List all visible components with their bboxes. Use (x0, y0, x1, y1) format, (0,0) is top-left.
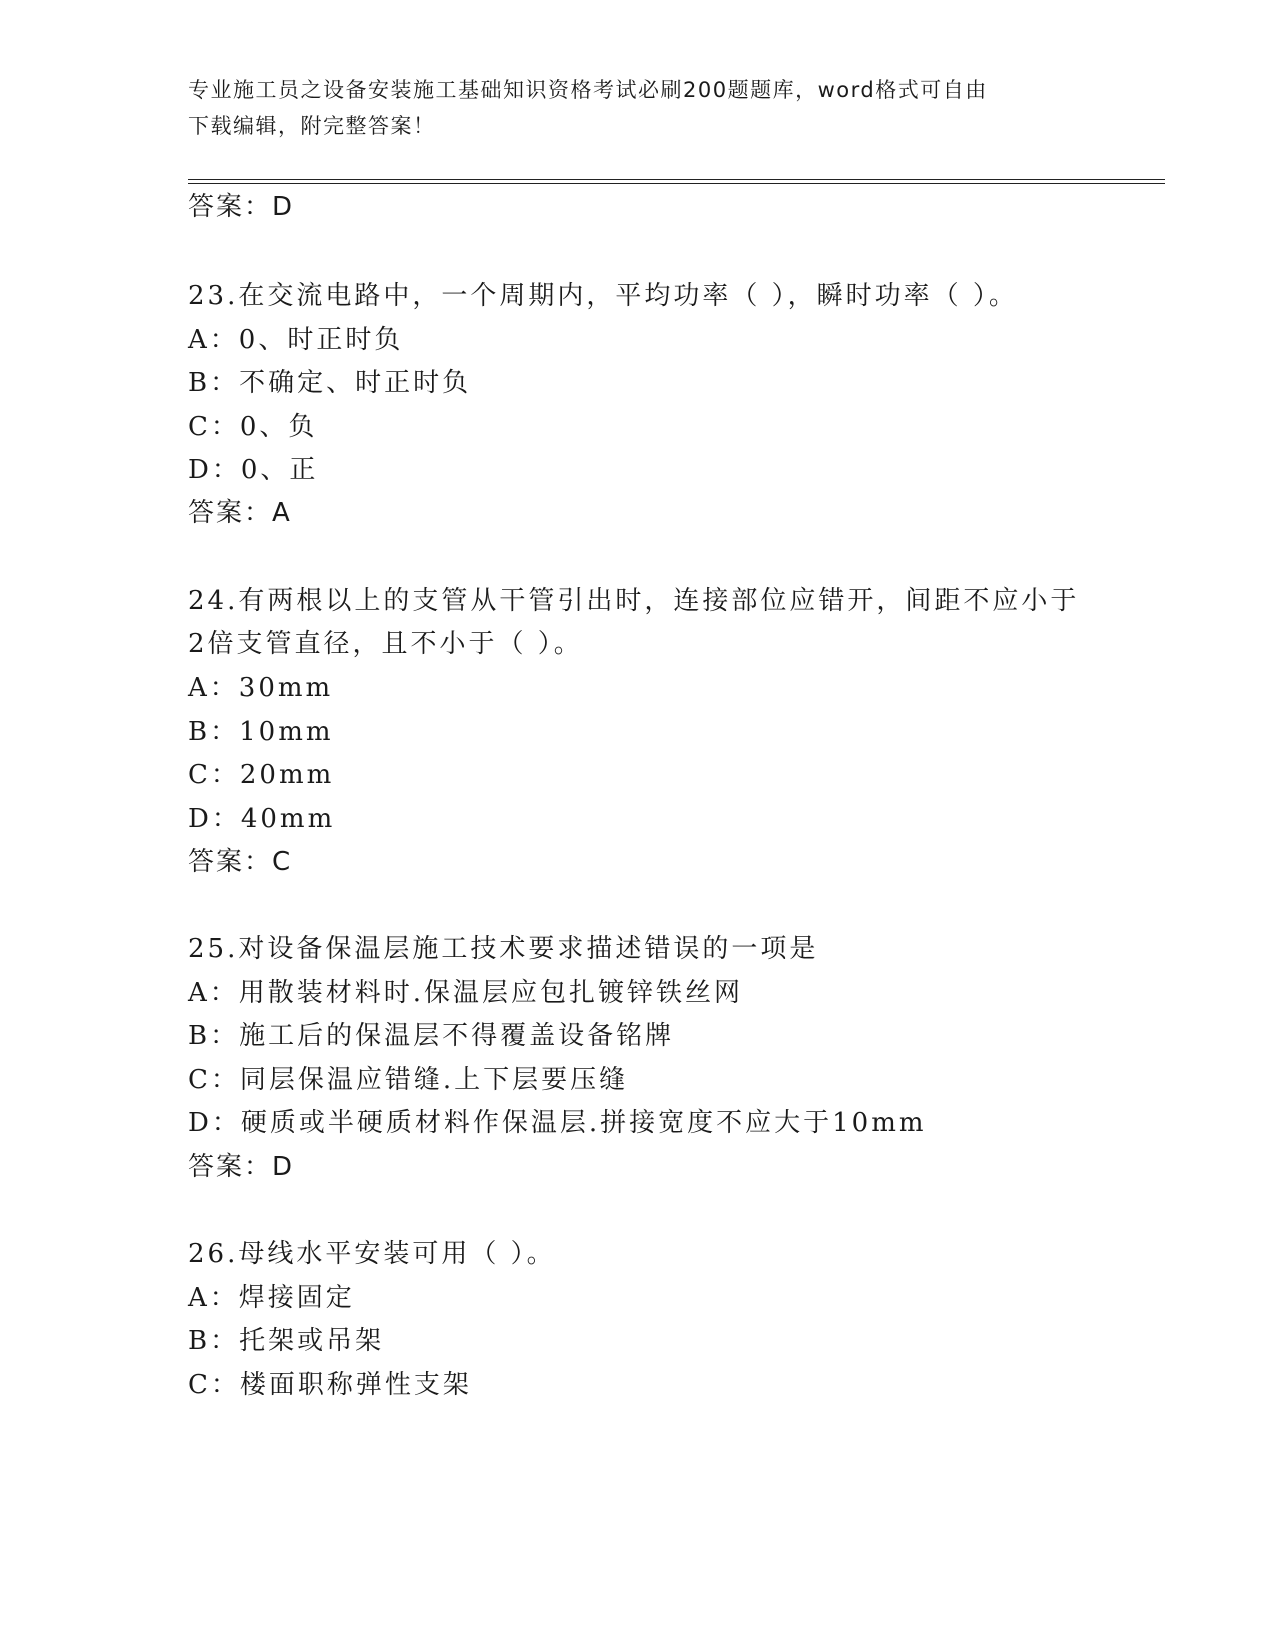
header-title-line-2: 下载编辑，附完整答案！ (188, 114, 436, 138)
question-25-option-d: D：硬质或半硬质材料作保温层.拼接宽度不应大于10mm (188, 1108, 927, 1138)
question-26-option-c: C：楼面职称弹性支架 (188, 1370, 472, 1400)
question-26-option-a: A：焊接固定 (188, 1283, 355, 1313)
question-25-answer: 答案：D (188, 1152, 295, 1182)
question-24-option-a: A：30mm (188, 673, 334, 703)
header-title-line-1: 专业施工员之设备安装施工基础知识资格考试必刷200题题库，word格式可自由 (188, 78, 988, 102)
document-header (188, 72, 1088, 144)
question-24-answer: 答案：C (188, 847, 293, 877)
header-divider-top (188, 179, 1165, 180)
question-25-stem: 25.对设备保温层施工技术要求描述错误的一项是 (188, 934, 819, 964)
question-24-option-c: C：20mm (188, 760, 335, 790)
question-25-option-a: A：用散装材料时.保温层应包扎镀锌铁丝网 (188, 978, 744, 1008)
question-23-option-d: D：0、正 (188, 455, 319, 485)
question-23-option-a: A：0、时正时负 (188, 325, 404, 355)
question-26-stem: 26.母线水平安装可用（ ）。 (188, 1239, 556, 1269)
question-23-stem: 23.在交流电路中，一个周期内，平均功率（ ），瞬时功率（ ）。 (188, 281, 1018, 311)
question-24-stem-line-1: 24.有两根以上的支管从干管引出时，连接部位应错开，间距不应小于 (188, 586, 1080, 616)
question-24-stem-line-2: 2倍支管直径，且不小于（ ）。 (188, 629, 583, 659)
question-23-answer: 答案：A (188, 498, 292, 528)
previous-answer: 答案：D (188, 192, 295, 222)
question-25-option-c: C：同层保温应错缝.上下层要压缝 (188, 1065, 629, 1095)
question-23-option-b: B：不确定、时正时负 (188, 368, 472, 398)
question-24-option-b: B：10mm (188, 717, 334, 747)
question-23-option-c: C：0、负 (188, 412, 318, 442)
question-25-option-b: B：施工后的保温层不得覆盖设备铭牌 (188, 1021, 675, 1051)
question-26-option-b: B：托架或吊架 (188, 1326, 385, 1356)
question-24-option-d: D：40mm (188, 804, 336, 834)
header-divider-bottom (188, 183, 1165, 184)
